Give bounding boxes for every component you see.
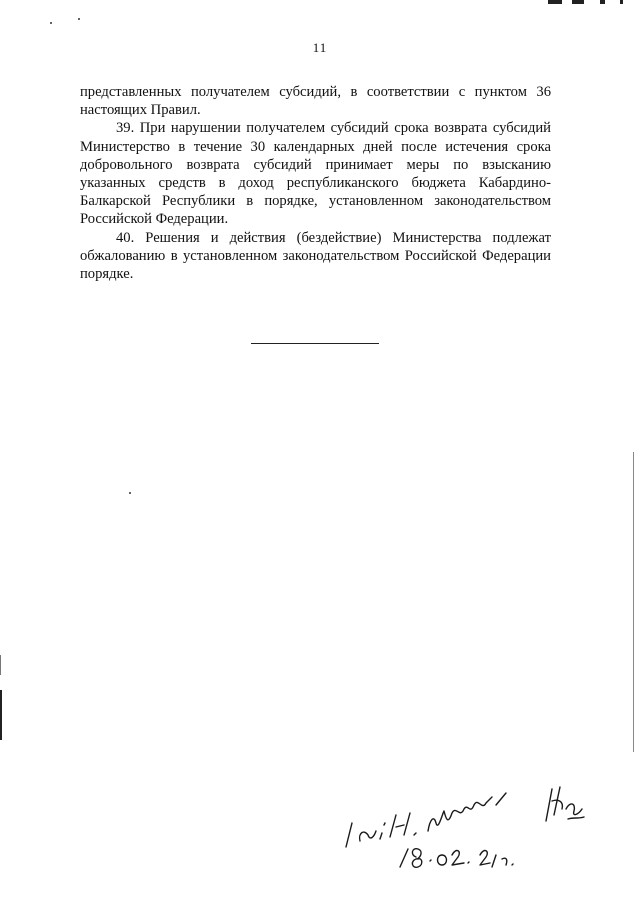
page-number: 11 <box>312 40 328 55</box>
paragraph-continuation: представленных получателем субсидий, в соответствии с пунктом 36 настоящих Правил. <box>80 84 551 119</box>
paragraph-40: 40. Решения и действия (бездействие) Министерства подлежат обжалованию в установленном законодательством Российской Федерации порядке. <box>80 229 551 283</box>
scan-edge-mark <box>620 0 623 4</box>
scan-edge-mark <box>572 0 584 4</box>
scan-speck <box>50 22 52 24</box>
scan-speck <box>78 18 80 20</box>
scan-edge-mark <box>0 655 1 675</box>
body-text <box>80 83 551 283</box>
scan-edge-mark <box>600 0 605 4</box>
scan-speck <box>129 492 131 494</box>
end-divider-line <box>251 343 379 344</box>
scan-edge-mark <box>0 690 2 740</box>
scan-edge-mark <box>633 452 634 752</box>
scan-edge-mark <box>548 0 562 4</box>
paragraph-39: 39. При нарушении получателем субсидий срока возврата субсидий Министерство в течение 30 календарных дней после истечения срока добровольного возврата субсидий принимает меры по взысканию указанных средств в доход республиканского бюджета Кабардино-Балкарской Республики в порядке, установленном законодательством Российской Федерации. <box>80 120 551 228</box>
handwritten-signature <box>330 775 590 875</box>
